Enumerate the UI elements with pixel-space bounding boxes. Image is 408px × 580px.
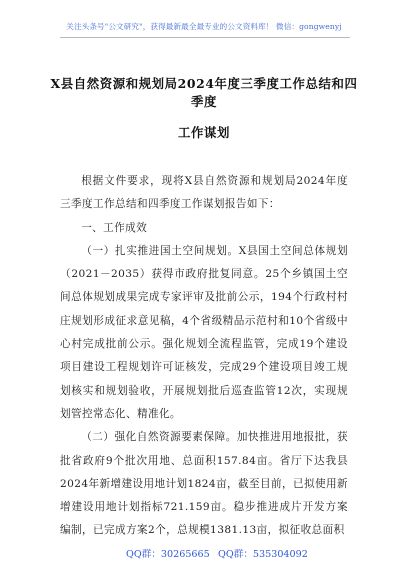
footer (0, 546, 408, 560)
intro-paragraph: 根据文件要求，现将X县自然资源和规划局2024年度三季度工作总结和四季度工作谋划报告如下： (60, 175, 348, 211)
document-body (60, 170, 348, 543)
paragraph-resource-guarantee: （二）强化自然资源要素保障。加快推进用地报批，获批省政府9个批次用地、总面积157.84亩。省厅下达我县2024年新增建设用地计划1824亩，截至目前，已拟使用新增建设用地计划指标721.159亩。稳步推进成片开发方案编制，已完成方案2个，总规模1381.13亩，拟征收总面积 (60, 431, 348, 537)
header-divider (60, 37, 350, 38)
header-banner: 关注头条号"公文研究"，获得最新最全最专业的公文资料库！ 微信：gongwenyj (66, 22, 342, 31)
document-title-line-2: 工作谋划 (178, 125, 230, 140)
document-title-line-1: X县自然资源和规划局2024年度三季度工作总结和四季度 (50, 76, 358, 109)
paragraph-spatial-planning: （一）扎实推进国土空间规划。X县国土空间总体规划（2021－2035）获得市政府批复同意。25个乡镇国土空间总体规划成果完成专家评审及批前公示，194个行政村村庄规划形成征求意见稿，4个省级精品示范村和10个省级中心村完成批前公示。强化规划全流程监管，完成19个建设项目建设工程规划许可证核发，完成29个建设项目竣工规划核实和规划验收，开展规划批后巡查监管12次，实现规划管控常态化、精准化。 (60, 244, 348, 420)
qq-group-1: QQ群：30265665 (126, 549, 210, 560)
section-heading-work-results: 一、工作成效 (81, 221, 148, 234)
qq-group-2: QQ群：535304092 (218, 549, 308, 560)
